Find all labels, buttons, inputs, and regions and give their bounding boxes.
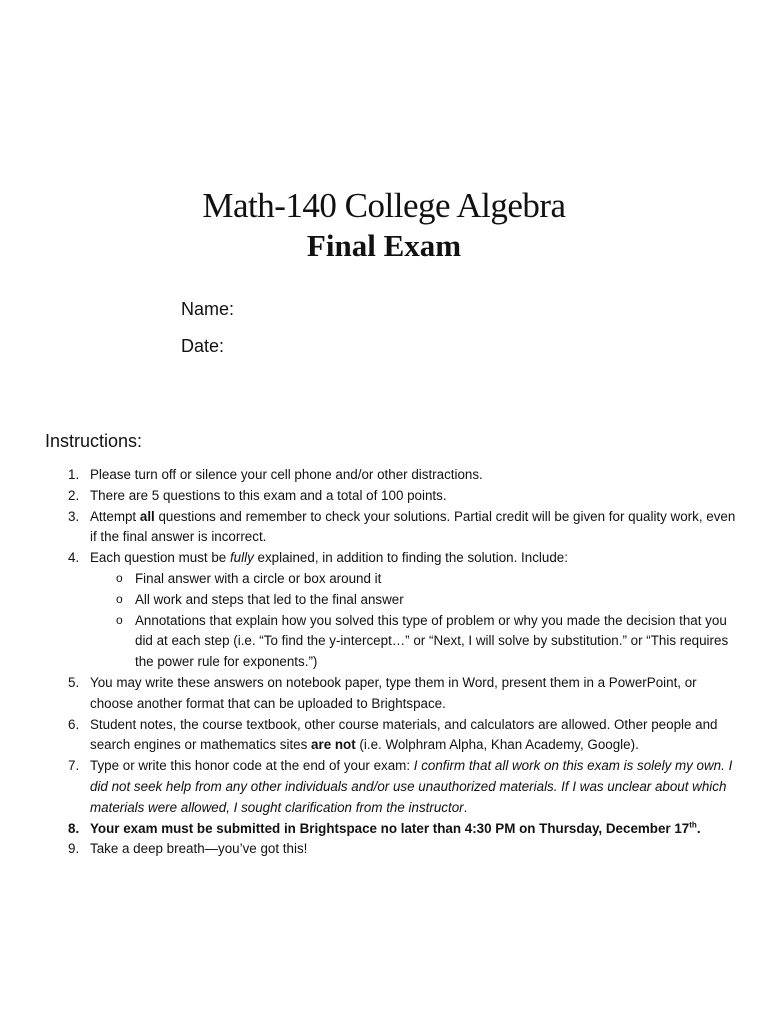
circle-bullet-icon: o (116, 591, 123, 606)
instruction-item-4: 4. Each question must be fully explained, in addition to finding the solution. Include: (68, 550, 568, 566)
date-label: Date: (181, 336, 225, 356)
instruction-item-2: 2. There are 5 questions to this exam and a total of 100 points. (68, 487, 447, 503)
course-title: Math-140 College Algebra (202, 186, 566, 225)
name-label: Name: (181, 299, 235, 319)
circle-bullet-icon: o (116, 612, 123, 627)
instructions-list (46, 465, 736, 860)
circle-bullet-icon: o (116, 570, 123, 585)
instruction-item-7: 7. Type or write this honor code at the end of your exam: I confirm that all work on this exam is solely my own. I did not seek help from any other individuals and/or use unauthorized materials. If I was unclear about which materials were allowed, I sought clarification from the instructor. (68, 758, 733, 815)
instruction-subitems (46, 569, 736, 673)
exam-title: Final Exam (306, 228, 462, 263)
instruction-item-3: 3. Attempt all questions and remember to check your solutions. Partial credit will be given for quality work, even if the final answer is incorrect. (68, 508, 736, 545)
instruction-item-8: 8. Your exam must be submitted in Brightspace no later than 4:30 PM on Thursday, December 17th. (68, 820, 701, 836)
instruction-item-1: 1. Please turn off or silence your cell phone and/or other distractions. (68, 467, 483, 482)
instruction-item-5: 5. You may write these answers on notebook paper, type them in Word, present them in a PowerPoint, or choose another format that can be uploaded to Brightspace. (68, 674, 697, 711)
sub-item: o Annotations that explain how you solved this type of problem or why you made the decision that you did at each step (i.e. “To find the y-intercept…” or “Next, I will solve by substitution.” or “This requires the power rule for exponents.”) (46, 611, 736, 673)
sub-item: o Final answer with a circle or box around it (46, 569, 736, 590)
instructions-heading: Instructions: (45, 431, 143, 451)
sub-item: o All work and steps that led to the final answer (46, 590, 736, 611)
instruction-item-6: 6. Student notes, the course textbook, other course materials, and calculators are allowed. Other people and search engines or mathematics sites are not (i.e. Wolphram Alpha, Khan Academy, Google). (68, 716, 718, 753)
instruction-item-9: 9. Take a deep breath—you’ve got this! (68, 841, 308, 857)
